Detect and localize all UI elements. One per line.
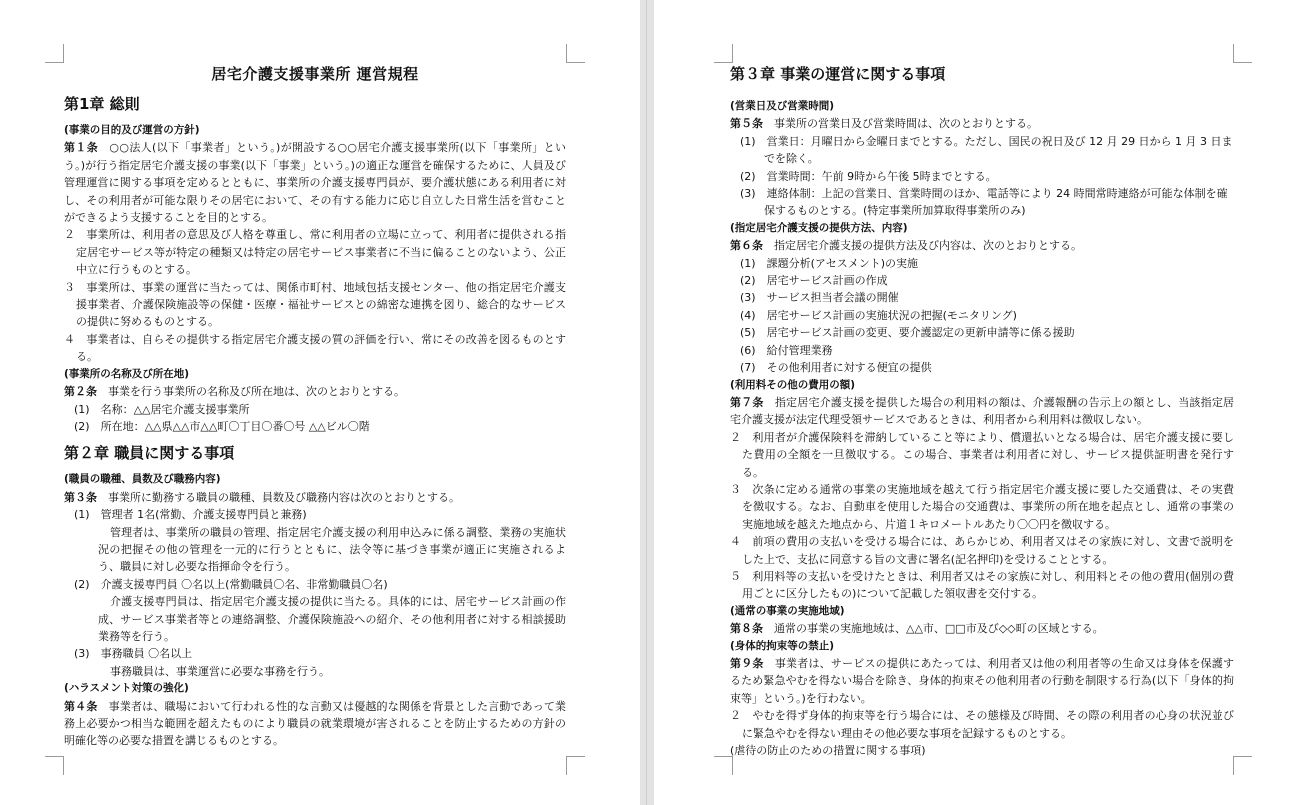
article-number: 第４条: [64, 699, 98, 713]
article-number: 第１条: [64, 141, 99, 155]
article-number: 第７条: [730, 395, 764, 409]
section-heading: (身体的拘束等の禁止): [730, 639, 835, 652]
article-number: 第２条: [64, 385, 97, 399]
list-item: (2) 所在地：△△県△△市△△町〇丁目〇番〇号 △△ビル〇階: [74, 419, 370, 433]
section-heading: (通常の事業の実施地域): [730, 604, 845, 617]
page-body[interactable]: [64, 62, 566, 750]
list-item: (2) 営業時間：午前 9時から午後 5時までとする。: [740, 169, 997, 183]
list-item: (6) 給付管理業務: [740, 343, 833, 357]
article-text: 事業者は、サービスの提供にあたっては、利用者又は他の利用者等の生命又は身体を保護するため緊急やむを得ない場合を除き、身体的拘束その他利用者の行動を制限する行為(以下「身体的拘束等」という。)を行わない。: [730, 657, 1235, 705]
article-paragraph: [64, 698, 566, 750]
list-item: (3) 事務職員 〇名以上: [74, 647, 193, 661]
section-heading: (虐待の防止のための措置に関する事項): [730, 744, 926, 758]
crop-mark-top-right: [566, 44, 585, 63]
chapter-heading: 第３章 事業の運営に関する事項: [730, 65, 946, 83]
list-item: (4) 居宅サービス計画の実施状況の把握(モニタリング): [740, 308, 1017, 322]
list-item-body: 事務職員は、事業運営に必要な事務を行う。: [110, 664, 330, 678]
list-item: (3) 連絡体制：上記の営業日、営業時間のほか、電話等により 24 時間常時連絡が可能な体制を確保するものとする。(特定事業所加算取得事業所のみ): [740, 187, 1228, 218]
article-number: 第６条: [730, 239, 763, 253]
article-text: 指定居宅介護支援の提供方法及び内容は、次のとおりとする。: [774, 239, 1082, 253]
article-paragraph: [64, 489, 566, 506]
list-item: (2) 介護支援専門員 〇名以上(常勤職員〇名、非常勤職員〇名): [74, 577, 388, 591]
article-paragraph: [64, 139, 566, 226]
page-body[interactable]: [730, 62, 1234, 759]
article-text: 事業を行う事業所の名称及び所在地は、次のとおりとする。: [108, 385, 405, 399]
crop-mark-bottom-right: [1233, 756, 1252, 775]
list-item: (5) 居宅サービス計画の変更、要介護認定の更新申請等に係る援助: [740, 326, 1075, 340]
page-gutter: [640, 0, 654, 805]
chapter-heading: 第1章 総則: [64, 95, 140, 113]
article-paragraph: [730, 655, 1234, 707]
article-paragraph: ３ 事業所は、事業の運営に当たっては、関係市町村、地域包括支援センター、他の指定居宅介護支援事業者、介護保険施設等の保健・医療・福祉サービスとの綿密な連携を図り、総合的なサービスの提供に努めるものとする。: [64, 280, 566, 329]
section-heading: (ハラスメント対策の強化): [64, 682, 189, 695]
article-number: 第５条: [730, 117, 763, 131]
document-title: 居宅介護支援事業所 運営規程: [211, 65, 419, 83]
page-divider: [646, 0, 647, 805]
list-item-body: 管理者は、事業所の職員の管理、指定居宅介護支援の利用申込みに係る調整、業務の実施状況の把握その他の管理を一元的に行うとともに、法令等に基づき事業が適正に実施されるよう、職員に対し必要な指揮命令を行う。: [98, 525, 566, 574]
article-number: 第８条: [730, 622, 763, 636]
section-heading: (指定居宅介護支援の提供方法、内容): [730, 221, 908, 234]
list-item: (1) 名称：△△居宅介護支援事業所: [74, 402, 250, 416]
list-item: (1) 課題分析(アセスメント)の実施: [740, 256, 919, 270]
article-text: 指定居宅介護支援を提供した場合の利用料の額は、介護報酬の告示上の額とし、当該指定居宅介護支援が法定代理受領サービスであるときは、利用者から利用料は徴収しない。: [730, 395, 1235, 427]
section-heading: (利用料その他の費用の額): [730, 378, 856, 391]
crop-mark-bottom-left: [45, 756, 64, 775]
article-text: ○○法人(以下「事業者」という。)が開設する○○居宅介護支援事業所(以下「事業所」という。)が行う指定居宅介護支援の事業(以下「事業」という。)の適正な運営を確保するために、人員及び管理運営に関する事項を定めるとともに、事業所の介護支援専門員が、要介護状態にある利用者に対し、その利用者が可能な限りその居宅において、その有する能力に応じ自立した日常生活を営むことができるよう支援することを目的とする。: [64, 141, 567, 225]
article-text: 通常の事業の実施地域は、△△市、□□市及び◇◇町の区域とする。: [774, 622, 1104, 636]
list-item: (1) 営業日：月曜日から金曜日までとする。ただし、国民の祝日及び 12 月 29 日から 1 月 3 日までを除く。: [740, 134, 1233, 166]
article-paragraph: ２ 利用者が介護保険料を滞納していること等により、償還払いとなる場合は、居宅介護支援に要した費用の全額を一旦徴収する。この場合、事業者は利用者に対し、サービス提供証明書を発行する。: [730, 430, 1234, 479]
article-paragraph: ２ 事業所は、利用者の意思及び人格を尊重し、常に利用者の立場に立って、利用者に提供される指定居宅サービス等が特定の種類又は特定の居宅サービス事業者に不当に偏ることのないよう、公正中立に行うものとする。: [64, 228, 566, 277]
article-paragraph: [730, 620, 1234, 637]
document-page-right: [654, 0, 1291, 805]
crop-mark-top-left: [45, 44, 64, 63]
chapter-heading: 第２章 職員に関する事項: [64, 444, 235, 463]
list-item: (7) その他利用者に対する便宜の提供: [740, 361, 932, 375]
article-paragraph: ４ 事業者は、自らその提供する指定居宅介護支援の質の評価を行い、常にその改善を図るものとする。: [64, 332, 566, 364]
article-paragraph: ３ 次条に定める通常の事業の実施地域を越えて行う指定居宅介護支援に要した交通費は、その実費を徴収する。なお、自動車を使用した場合の交通費は、事業所の所在地を起点とし、通常の事業の実施地域を越えた地点から、片道１キロメートルあたり〇〇円を徴収する。: [730, 482, 1234, 531]
article-paragraph: [730, 115, 1234, 132]
document-page-left: [0, 0, 640, 805]
article-paragraph: ２ やむを得ず身体的拘束等を行う場合には、その態様及び時間、その際の利用者の心身の状況並びに緊急やむを得ない理由その他必要な事項を記録するものとする。: [730, 709, 1234, 740]
list-item-body: 介護支援専門員は、指定居宅介護支援の提供に当たる。具体的には、居宅サービス計画の作成、サービス事業者等との連絡調整、介護保険施設への紹介、その他利用者に対する相談援助業務等を行う。: [98, 595, 566, 643]
list-item: (3) サービス担当者会議の開催: [740, 291, 899, 305]
article-paragraph: [64, 383, 566, 400]
article-paragraph: ４ 前項の費用の支払いを受ける場合には、あらかじめ、利用者又はその家族に対し、文書で説明をした上で、支払に同意する旨の文書に署名(記名押印)を受けることとする。: [730, 535, 1234, 566]
article-paragraph: [730, 237, 1234, 254]
section-heading: (職員の職種、員数及び職務内容): [64, 473, 221, 486]
section-heading: (事業所の名称及び所在地): [64, 367, 190, 380]
article-text: 事業所の営業日及び営業時間は、次のとおりとする。: [774, 117, 1038, 131]
list-item: (1) 管理者 1名(常勤、介護支援専門員と兼務): [74, 508, 307, 522]
article-number: 第３条: [64, 490, 97, 504]
article-paragraph: [730, 394, 1234, 429]
crop-mark-top-right: [1233, 44, 1252, 63]
crop-mark-bottom-right: [566, 756, 585, 775]
article-text: 事業者は、職場において行われる性的な言動又は優越的な関係を背景とした言動であって業務上必要かつ相当な範囲を超えたものにより職員の就業環境が害されることを防止するための方針の明確化等の必要な措置を講じるものとする。: [64, 699, 567, 748]
section-heading: (事業の目的及び運営の方針): [64, 124, 200, 136]
article-number: 第９条: [730, 657, 764, 670]
section-heading: (営業日及び営業時間): [730, 100, 835, 112]
article-text: 事業所に勤務する職員の職種、員数及び職務内容は次のとおりとする。: [108, 490, 460, 504]
crop-mark-top-left: [714, 44, 733, 63]
article-paragraph: ５ 利用料等の支払いを受けたときは、利用者又はその家族に対し、利用料とその他の費用(個別の費用ごとに区分したもの)について記載した領収書を交付する。: [730, 569, 1234, 601]
list-item: (2) 居宅サービス計画の作成: [740, 274, 888, 288]
